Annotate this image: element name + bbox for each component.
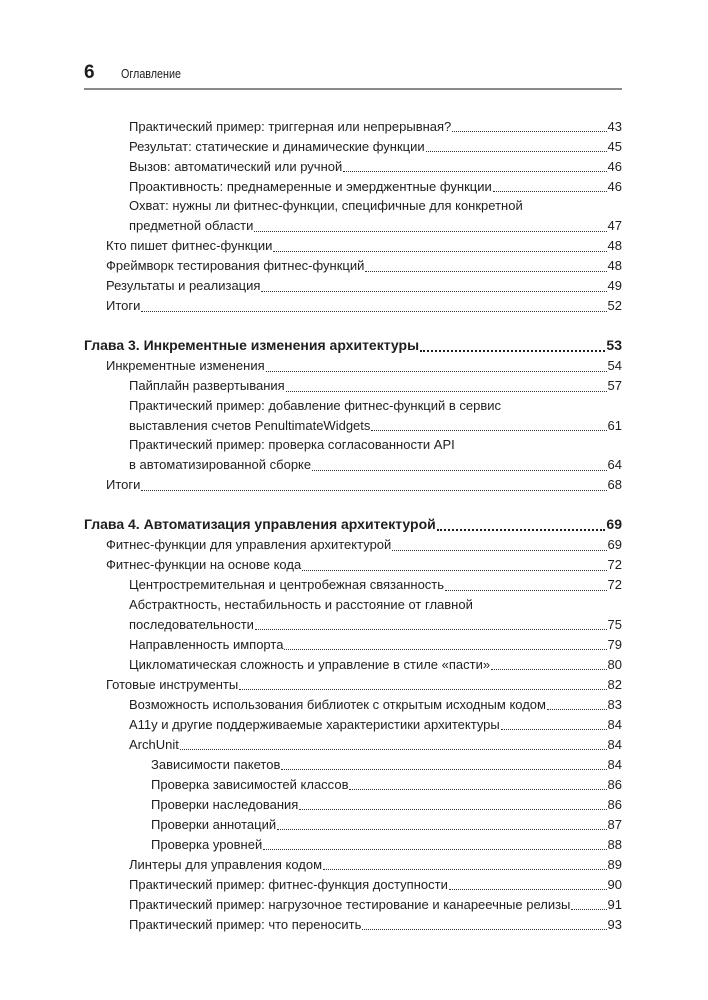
- toc-entry-page-number: 45: [607, 138, 622, 154]
- dot-leader: [284, 634, 606, 650]
- toc-entry[interactable]: [84, 595, 622, 635]
- dot-leader: [343, 156, 606, 172]
- toc-entry-page-number: 49: [607, 278, 622, 293]
- toc-entry[interactable]: [84, 156, 622, 176]
- toc-entry[interactable]: [84, 116, 622, 136]
- toc-entry[interactable]: [84, 874, 622, 894]
- toc-entry-title: Вызов: автоматический или ручной: [129, 158, 343, 174]
- dot-leader: [254, 216, 606, 232]
- dot-leader: [452, 116, 606, 132]
- toc-entry-page-number: 52: [607, 298, 622, 313]
- toc-entry[interactable]: [84, 176, 622, 196]
- toc-entry-page-number: 47: [607, 218, 622, 233]
- toc-entry-page-number: 48: [607, 258, 622, 273]
- dot-leader: [437, 514, 606, 531]
- toc-entry-title: A11y и другие поддерживаемые характеристики архитектуры: [129, 716, 500, 732]
- toc-entry-title: Практический пример: что переносить: [129, 916, 362, 932]
- toc-entry-title: Линтеры для управления кодом: [129, 856, 323, 872]
- toc-entry[interactable]: [84, 774, 622, 794]
- dot-leader: [493, 176, 607, 192]
- toc-entry-title: Возможность использования библиотек с открытым исходным кодом: [129, 696, 546, 712]
- toc-entry-page-number: 88: [607, 836, 622, 852]
- toc-entry-page-number: 82: [607, 676, 622, 692]
- toc-entry-title: Проверки наследования: [151, 796, 299, 812]
- toc-entry-page-number: 53: [606, 336, 622, 353]
- toc-entry-page-number: 69: [607, 537, 622, 552]
- toc-entry-title-line1: Практический пример: добавление фитнес-функций в сервис: [129, 397, 502, 413]
- toc-entry[interactable]: [84, 674, 622, 694]
- toc-entry-page-number: 83: [607, 696, 622, 712]
- toc-entry[interactable]: [84, 256, 622, 276]
- dot-leader: [239, 674, 606, 690]
- dot-leader: [371, 415, 606, 431]
- toc-entry-page-number: 93: [607, 916, 622, 932]
- toc-entry[interactable]: [84, 356, 622, 376]
- toc-entry[interactable]: [84, 694, 622, 714]
- toc-entry[interactable]: [84, 475, 622, 495]
- toc-entry-page-number: 72: [607, 577, 622, 592]
- toc-entry-page-number: 61: [607, 417, 622, 433]
- toc-entry-title: Результаты и реализация: [106, 278, 261, 293]
- toc-entry[interactable]: [84, 914, 622, 934]
- toc-entry[interactable]: [84, 794, 622, 814]
- toc-entry-title: Фреймворк тестирования фитнес-функций: [106, 258, 365, 273]
- running-title: Оглавление: [121, 67, 181, 81]
- section-gap: [84, 495, 622, 513]
- toc-entry-page-number: 54: [607, 358, 622, 373]
- toc-entry-page-number: 84: [607, 736, 622, 752]
- toc-entry[interactable]: [84, 435, 622, 475]
- toc-entry-title: Цикломатическая сложность и управление в стиле «пасти»: [129, 656, 491, 672]
- toc-entry-title: последовательности: [129, 616, 254, 632]
- toc-entry-page-number: 69: [606, 515, 622, 532]
- toc-entry-title: Проверка уровней: [151, 836, 263, 852]
- dot-leader: [312, 455, 606, 471]
- dot-leader: [261, 276, 606, 292]
- dot-leader: [266, 356, 607, 372]
- toc-entry-page-number: 48: [607, 238, 622, 253]
- toc-entry-page-number: 90: [607, 876, 622, 892]
- toc-entry-page-number: 87: [607, 816, 622, 832]
- dot-leader: [141, 475, 606, 491]
- toc-entry-page-number: 89: [607, 856, 622, 872]
- toc-entry[interactable]: [84, 376, 622, 396]
- toc-entry-title: Глава 3. Инкрементные изменения архитектуры: [84, 336, 420, 353]
- toc-entry[interactable]: [84, 535, 622, 555]
- page-header: [84, 62, 622, 90]
- toc-entry-page-number: 72: [607, 557, 622, 572]
- toc-entry-title: в автоматизированной сборке: [129, 457, 312, 472]
- toc-entry-title: Практический пример: фитнес-функция доступности: [129, 876, 448, 892]
- toc-entry-page-number: 57: [607, 378, 622, 393]
- toc-entry-title: Фитнес-функции на основе кода: [106, 557, 302, 572]
- toc-entry[interactable]: [84, 834, 622, 854]
- toc-entry-title: Пайплайн развертывания: [129, 378, 285, 393]
- toc-entry[interactable]: [84, 196, 622, 236]
- toc-entry[interactable]: [84, 714, 622, 734]
- toc-entry-page-number: 79: [607, 636, 622, 652]
- toc-entry-title: ArchUnit: [129, 736, 179, 752]
- dot-leader: [277, 814, 606, 830]
- toc-entry-title: Глава 4. Автоматизация управления архитектурой: [84, 515, 436, 532]
- toc-entry-title: Фитнес-функции для управления архитектурой: [106, 537, 392, 552]
- toc-chapter-entry[interactable]: [84, 334, 622, 356]
- dot-leader: [420, 335, 605, 352]
- toc-entry-page-number: 86: [607, 776, 622, 792]
- dot-leader: [349, 774, 606, 790]
- page-number: 6: [84, 62, 95, 83]
- toc-entry[interactable]: [84, 136, 622, 156]
- dot-leader: [299, 794, 606, 810]
- dot-leader: [362, 914, 606, 930]
- toc-entry[interactable]: [84, 854, 622, 874]
- toc-entry-title: предметной области: [129, 218, 254, 233]
- dot-leader: [141, 296, 606, 312]
- toc-entry-title: Проверка зависимостей классов: [151, 776, 349, 792]
- toc-entry-page-number: 46: [607, 178, 622, 194]
- toc-entry[interactable]: [84, 236, 622, 256]
- toc-entry[interactable]: [84, 654, 622, 674]
- toc-entry-title: выставления счетов PenultimateWidgets: [129, 417, 371, 433]
- toc-entry[interactable]: [84, 276, 622, 296]
- toc-entry[interactable]: [84, 555, 622, 575]
- toc-entry[interactable]: [84, 734, 622, 754]
- toc-entry-title: Практический пример: триггерная или непрерывная?: [129, 118, 452, 134]
- dot-leader: [445, 575, 607, 591]
- toc-entry-title: Итоги: [106, 477, 141, 492]
- toc-entry-page-number: 86: [607, 796, 622, 812]
- dot-leader: [263, 834, 606, 850]
- toc-entry[interactable]: [84, 814, 622, 834]
- dot-leader: [365, 256, 606, 272]
- dot-leader: [255, 614, 607, 630]
- toc-entry-page-number: 91: [607, 896, 622, 912]
- toc-entry-title-line1: Охват: нужны ли фитнес-функции, специфичные для конкретной: [129, 198, 523, 213]
- toc-chapter-entry[interactable]: [84, 513, 622, 535]
- dot-leader: [449, 874, 607, 890]
- toc-entry-title: Проверки аннотаций: [151, 816, 277, 832]
- toc-entry-page-number: 46: [607, 158, 622, 174]
- toc-entry-title: Кто пишет фитнес-функции: [106, 238, 273, 253]
- dot-leader: [323, 854, 606, 870]
- toc-entry-title: Готовые инструменты: [106, 676, 239, 692]
- dot-leader: [547, 694, 607, 710]
- toc-entry-title: Проактивность: преднамеренные и эмерджентные функции: [129, 178, 492, 194]
- toc-entry[interactable]: [84, 634, 622, 654]
- dot-leader: [281, 754, 606, 770]
- dot-leader: [392, 535, 606, 551]
- section-gap: [84, 316, 622, 334]
- dot-leader: [501, 714, 607, 730]
- dot-leader: [273, 236, 606, 252]
- toc-entry-title: Результат: статические и динамические функции: [129, 138, 425, 154]
- dot-leader: [571, 894, 606, 910]
- dot-leader: [491, 654, 606, 670]
- toc-entry-page-number: 84: [607, 756, 622, 772]
- dot-leader: [302, 555, 606, 571]
- dot-leader: [286, 376, 607, 392]
- table-of-contents: [84, 116, 622, 934]
- toc-entry-title: Итоги: [106, 298, 141, 313]
- toc-entry-title-line1: Абстрактность, нестабильность и расстояние от главной: [129, 596, 473, 612]
- toc-entry-page-number: 75: [607, 616, 622, 632]
- toc-entry-title: Зависимости пакетов: [151, 756, 281, 772]
- toc-entry[interactable]: [84, 575, 622, 595]
- toc-entry-title: Инкрементные изменения: [106, 358, 265, 373]
- toc-entry[interactable]: [84, 296, 622, 316]
- dot-leader: [426, 136, 607, 152]
- dot-leader: [180, 734, 607, 750]
- toc-entry-page-number: 64: [607, 457, 622, 472]
- toc-entry-title: Центростремительная и центробежная связанность: [129, 577, 445, 592]
- toc-entry[interactable]: [84, 396, 622, 436]
- toc-entry-page-number: 84: [607, 716, 622, 732]
- toc-entry-page-number: 43: [607, 118, 622, 134]
- toc-entry-title: Направленность импорта: [129, 636, 284, 652]
- toc-entry[interactable]: [84, 754, 622, 774]
- toc-entry-title: Практический пример: нагрузочное тестирование и канареечные релизы: [129, 896, 571, 912]
- toc-entry-page-number: 68: [607, 477, 622, 492]
- toc-entry-page-number: 80: [607, 656, 622, 672]
- toc-entry[interactable]: [84, 894, 622, 914]
- toc-entry-title-line1: Практический пример: проверка согласованности API: [129, 437, 455, 452]
